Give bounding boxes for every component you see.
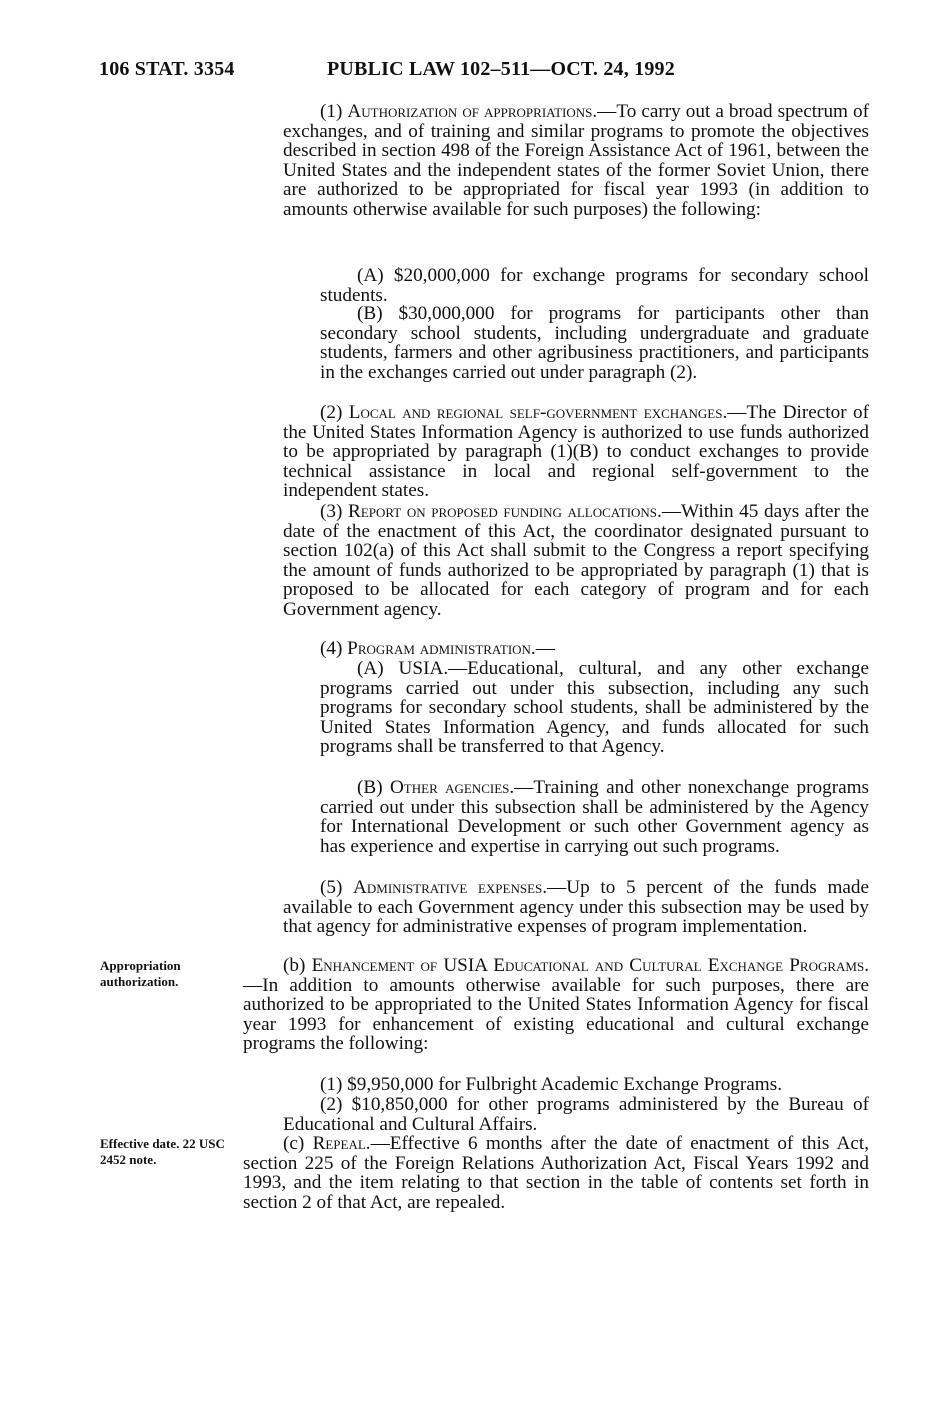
paragraph-b1-fulbright: (1) $9,950,000 for Fulbright Academic Exchange Programs. (320, 1074, 782, 1095)
stat-citation: 106 STAT. 3354 (99, 58, 235, 80)
paragraph-1-authorization: (1) Authorization of appropriations.—To carry out a broad spectrum of exchanges, and of training and similar programs to promote the objectives described in section 498 of the Foreign Assistance Act of 1961, between the United States and the independent states of the former Soviet Union, there are authorized to be appropriated for fiscal year 1993 (in addition to amounts otherwise available for such purposes) the following: (283, 101, 869, 220)
page-header (0, 58, 947, 88)
paragraph-heading: Authorization of appropriations. (347, 101, 598, 122)
paragraph-heading: Administrative expenses. (353, 877, 548, 898)
paragraph-heading: Report on proposed funding allocations. (348, 501, 662, 522)
paragraph-b-enhancement: (b) Enhancement of USIA Educational and Cultural Exchange Programs.—In addition to amounts otherwise available for such purposes, there are authorized to be appropriated to the United States Information Agency for fiscal year 1993 for enhancement of existing educational and cultural exchange programs the following: (243, 955, 869, 1055)
paragraph-b2-other-programs: (2) $10,850,000 for other programs administered by the Bureau of Educational and Cultural Affairs. (283, 1094, 869, 1135)
paragraph-4a-usia: (A) USIA.—Educational, cultural, and any other exchange programs carried out under this subsection, including any such programs for secondary school students, shall be administered by the United States Information Agency, and funds allocated for such programs shall be transferred to that Agency. (320, 658, 869, 758)
paragraph-heading: Local and regional self-government exchanges. (348, 402, 728, 423)
paragraph-1a: (A) $20,000,000 for exchange programs for secondary school students. (320, 265, 869, 306)
paragraph-5-administrative-expenses: (5) Administrative expenses.—Up to 5 percent of the funds made available to each Government agency under this subsection may be used by that agency for administrative expenses of program implementation. (283, 877, 869, 938)
paragraph-1b: (B) $30,000,000 for programs for participants other than secondary school students, including undergraduate and graduate students, farmers and other agribusiness practitioners, and participants in the exchanges carried out under paragraph (2). (320, 303, 869, 383)
paragraph-heading: Enhancement of USIA Educational and Cultural Exchange Programs. (311, 955, 869, 976)
margin-note-appropriation: Appropriation authorization. (100, 958, 181, 989)
paragraph-4b-other-agencies: (B) Other agencies.—Training and other nonexchange programs carried out under this subsection shall be administered by the Agency for International Development or such other Government agency as has experience and expertise in carrying out such programs. (320, 777, 869, 857)
paragraph-heading: Other agencies. (389, 777, 515, 798)
paragraph-heading: Program administration. (347, 638, 536, 659)
paragraph-heading: Repeal. (312, 1133, 371, 1154)
paragraph-c-repeal: (c) Repeal.—Effective 6 months after the date of enactment of this Act, section 225 of the Foreign Relations Authorization Act, Fiscal Years 1992 and 1993, and the item relating to that section in the table of contents set forth in section 2 of that Act, are repealed. (243, 1133, 869, 1213)
public-law-title: PUBLIC LAW 102–511—OCT. 24, 1992 (327, 58, 675, 80)
paragraph-2-self-government: (2) Local and regional self-government exchanges.—The Director of the United States Information Agency is authorized to use funds authorized to be appropriated by paragraph (1)(B) to conduct exchanges to provide technical assistance in local and regional self-government to the independent states. (283, 402, 869, 502)
margin-note-effective-date: Effective date. 22 USC 2452 note. (100, 1136, 225, 1167)
paragraph-3-report: (3) Report on proposed funding allocations.—Within 45 days after the date of the enactment of this Act, the coordinator designated pursuant to section 102(a) of this Act shall submit to the Congress a report specifying the amount of funds authorized to be appropriated by paragraph (1) that is proposed to be allocated for each category of program and for each Government agency. (283, 501, 870, 620)
paragraph-4-program-administration: (4) Program administration.— (320, 638, 555, 659)
